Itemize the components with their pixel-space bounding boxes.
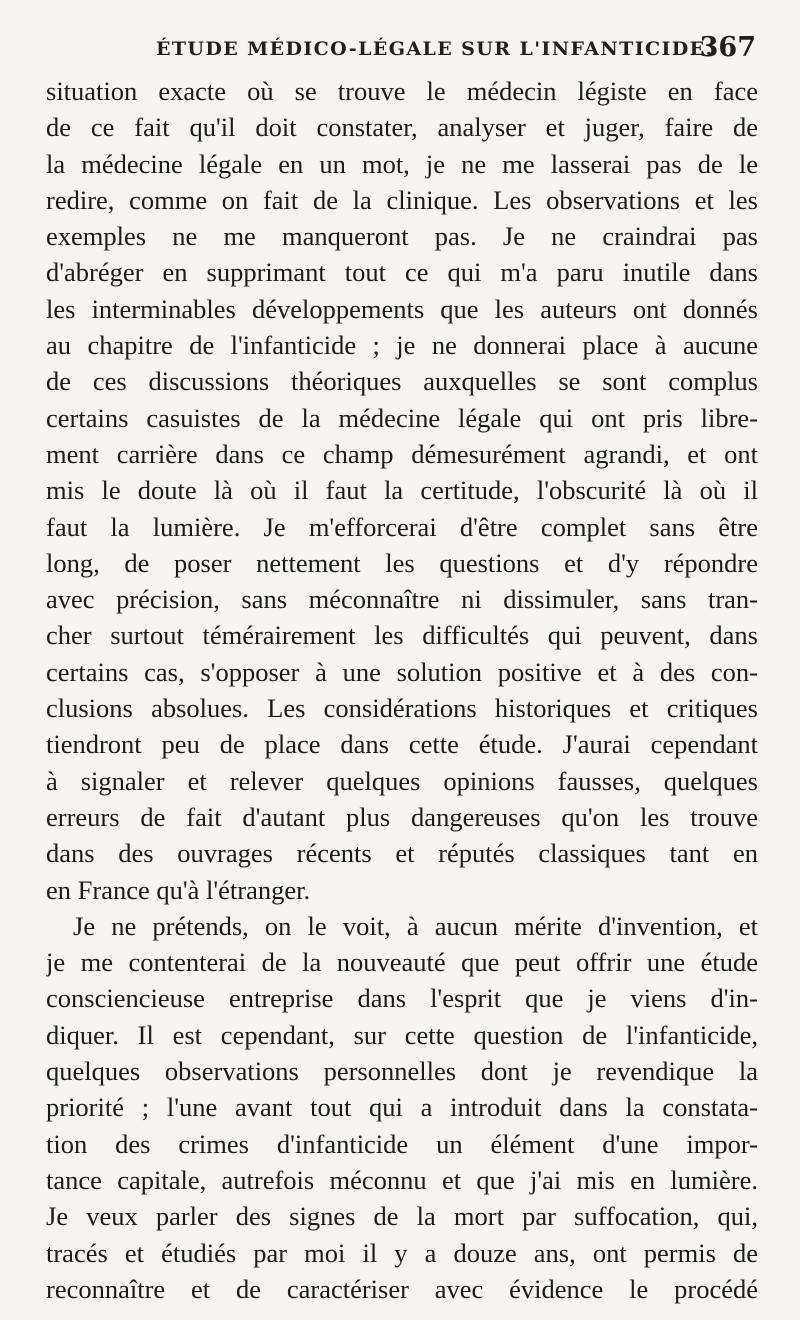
text-line: tion des crimes d'infanticide un élément d'une impor- — [46, 1128, 758, 1159]
text-line: avec précision, sans méconnaître ni dissimuler, sans tran- — [46, 584, 758, 615]
text-line: de ces discussions théoriques auxquelles se sont complus — [46, 366, 758, 397]
text-line: je me contenterai de la nouveauté que peut offrir une étude — [46, 947, 758, 978]
text-line: de ce fait qu'il doit constater, analyser et juger, faire de — [46, 112, 758, 143]
running-title: ÉTUDE MÉDICO-LÉGALE SUR L'INFANTICIDE. — [156, 38, 714, 60]
text-line: les interminables développements que les auteurs ont donnés — [46, 293, 758, 324]
page-number: 367 — [699, 32, 756, 63]
text-line: diquer. Il est cependant, sur cette question de l'infanticide, — [46, 1019, 758, 1050]
page-header — [46, 34, 756, 70]
text-line: au chapitre de l'infanticide ; je ne donnerai place à aucune — [46, 330, 758, 361]
text-line: quelques observations personnelles dont je revendique la — [46, 1056, 758, 1087]
paragraph-end-line: en France qu'à l'étranger. — [46, 874, 311, 905]
text-line: certains casuistes de la médecine légale qui ont pris libre- — [46, 402, 758, 433]
text-line: long, de poser nettement les questions et d'y répondre — [46, 547, 758, 578]
text-line: erreurs de fait d'autant plus dangereuses qu'on les trouve — [46, 801, 758, 832]
text-line: situation exacte où se trouve le médecin légiste en face — [46, 76, 758, 106]
text-line: faut la lumière. Je m'efforcerai d'être complet sans être — [46, 511, 758, 542]
text-line: consciencieuse entreprise dans l'esprit que je viens d'in- — [46, 983, 758, 1014]
text-line: cher surtout témérairement les difficultés qui peuvent, dans — [46, 620, 758, 651]
text-line: reconnaître et de caractériser avec évidence le procédé — [46, 1273, 758, 1304]
text-line: la médecine légale en un mot, je ne me lasserai pas de le — [46, 148, 758, 179]
body-text — [46, 73, 758, 1307]
paragraph-start-line: Je ne prétends, on le voit, à aucun mérite d'invention, et — [73, 910, 758, 941]
text-line: tracés et étudiés par moi il y a douze ans, ont permis de — [46, 1237, 758, 1268]
text-line: priorité ; l'une avant tout qui a introduit dans la constata- — [46, 1092, 758, 1123]
text-line: clusions absolues. Les considérations historiques et critiques — [46, 693, 758, 724]
text-line: Je veux parler des signes de la mort par suffocation, qui, — [46, 1201, 758, 1232]
text-line: certains cas, s'opposer à une solution positive et à des con- — [46, 656, 758, 687]
text-line: tiendront peu de place dans cette étude. J'aurai cependant — [46, 729, 758, 760]
text-line: à signaler et relever quelques opinions fausses, quelques — [46, 765, 758, 796]
text-line: d'abréger en supprimant tout ce qui m'a paru inutile dans — [46, 257, 758, 288]
text-line: ment carrière dans ce champ démesurément agrandi, et ont — [46, 438, 758, 469]
text-line: dans des ouvrages récents et réputés classiques tant en — [46, 838, 758, 869]
text-line: mis le doute là où il faut la certitude, l'obscurité là où il — [46, 475, 758, 506]
text-line: redire, comme on fait de la clinique. Les observations et les — [46, 184, 758, 215]
text-line: tance capitale, autrefois méconnu et que j'ai mis en lumière. — [46, 1164, 758, 1195]
text-line: exemples ne me manqueront pas. Je ne craindrai pas — [46, 221, 758, 252]
